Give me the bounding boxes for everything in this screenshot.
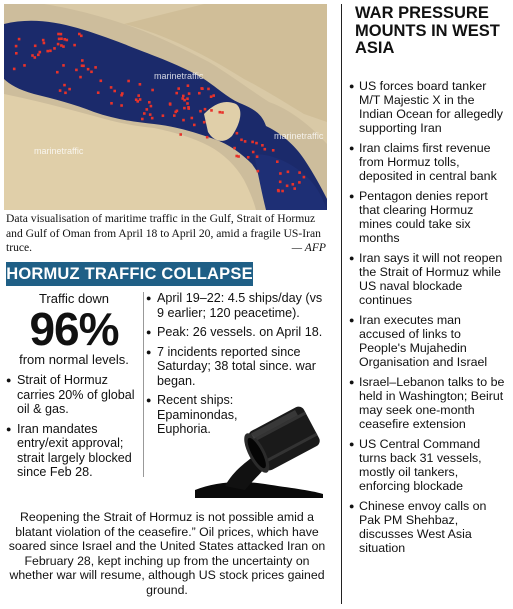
ship-marker — [261, 144, 264, 147]
ship-marker — [188, 92, 191, 95]
ship-marker — [81, 59, 84, 62]
ship-marker — [298, 181, 301, 184]
ship-marker — [97, 91, 100, 94]
ship-marker — [57, 33, 60, 36]
ship-marker — [73, 44, 76, 47]
list-item: ● US forces board tanker M/T Majestic X in the Indian Ocean for allegedly supporting Iran — [349, 79, 509, 135]
ship-marker — [298, 171, 301, 174]
ship-marker — [148, 101, 151, 104]
ship-marker — [236, 132, 239, 135]
ship-marker — [251, 141, 254, 144]
ship-marker — [219, 111, 222, 114]
ship-marker — [279, 172, 282, 175]
ship-marker — [212, 94, 215, 97]
ship-marker — [34, 45, 37, 48]
list-item: ● Iran executes man accused of links to People's Mujahedin Organisation and Israel — [349, 313, 509, 369]
ship-marker — [57, 43, 60, 46]
ship-marker — [187, 106, 190, 109]
ship-marker — [175, 92, 178, 95]
ship-marker — [68, 88, 71, 91]
ship-marker — [206, 136, 209, 139]
ship-marker — [143, 112, 146, 115]
map-watermark: marinetraffic — [34, 146, 84, 156]
ship-marker — [141, 118, 144, 121]
ship-marker — [204, 108, 207, 111]
ship-marker — [60, 37, 63, 40]
traffic-label: Traffic down — [38, 291, 110, 306]
side-bullet-list — [349, 79, 509, 555]
section-banner: HORMUZ TRAFFIC COLLAPSE — [6, 262, 253, 286]
ship-marker — [199, 110, 202, 113]
ship-marker — [281, 190, 284, 193]
ship-marker — [247, 156, 250, 159]
left-bullet-list — [6, 373, 142, 480]
ship-marker — [176, 110, 179, 113]
ship-marker — [183, 107, 186, 110]
ship-marker — [210, 109, 213, 112]
ship-marker — [15, 45, 18, 48]
ship-marker — [221, 111, 224, 114]
ship-marker — [162, 114, 165, 117]
ship-marker — [201, 87, 204, 90]
traffic-sub: from normal levels. — [19, 352, 129, 367]
maritime-traffic-map — [4, 4, 327, 210]
ship-marker — [43, 42, 46, 45]
ship-marker — [53, 47, 56, 50]
ship-marker — [173, 114, 176, 117]
ship-marker — [60, 33, 63, 36]
ship-marker — [146, 108, 149, 111]
ship-marker — [66, 39, 69, 42]
ship-marker — [191, 117, 194, 120]
ship-marker — [121, 92, 124, 95]
list-item: ● Chinese envoy calls on Pak PM Shehbaz, discusses West Asia situation — [349, 499, 509, 555]
ship-marker — [87, 68, 90, 71]
list-item: ● US Central Command turns back 31 vessels, mostly oil tankers, enforcing blockade — [349, 437, 509, 493]
ship-marker — [287, 171, 290, 174]
article-paragraph: Reopening the Strait of Hormuz is not possible amid a blatant violation of the ceasefire.” Oil prices, which have soared since Israel and the United States attacked Iran on February 28, kept inching up from the uncertainty on whether war will resume, although US stock prices gained ground. — [8, 510, 326, 597]
map-graphic — [4, 4, 327, 210]
list-item: ● Recent ships: Epaminondas, Euphoria. — [146, 393, 265, 437]
ship-marker — [303, 176, 306, 179]
ship-marker — [186, 102, 189, 105]
ship-marker — [75, 69, 78, 72]
list-item: ● April 19–22: 4.5 ships/day (vs 9 earlier; 120 peacetime). — [146, 291, 326, 320]
traffic-percent: 96% — [29, 303, 119, 355]
ship-marker — [286, 185, 289, 188]
ship-marker — [240, 139, 243, 142]
list-item: ● Israel–Lebanon talks to be held in Washington; Beirut may seek one-month ceasefire extension — [349, 375, 509, 431]
ship-marker — [110, 86, 113, 89]
ship-marker — [64, 92, 67, 95]
ship-marker — [59, 89, 62, 92]
caption-credit: — AFP — [291, 241, 326, 254]
ship-marker — [186, 97, 189, 100]
ship-marker — [182, 95, 185, 98]
ship-marker — [210, 95, 213, 98]
ship-marker — [42, 39, 45, 42]
ship-marker — [292, 183, 295, 186]
ship-marker — [272, 149, 275, 152]
list-item: ● Iran says it will not reopen the Strait of Hormuz while US naval blockade continues — [349, 251, 509, 307]
ship-marker — [139, 98, 142, 101]
ship-marker — [151, 89, 154, 92]
ship-marker — [58, 38, 61, 41]
ship-marker — [62, 45, 65, 48]
ship-marker — [90, 71, 93, 74]
ship-marker — [49, 50, 52, 53]
side-title: WAR PRESSURE MOUNTS IN WEST ASIA — [355, 4, 500, 57]
list-item: ● Strait of Hormuz carries 20% of global oil & gas. — [6, 373, 142, 417]
ship-marker — [207, 88, 210, 91]
ship-marker — [139, 83, 142, 86]
list-item: ● Iran claims first revenue from Hormuz tolls, deposited in central bank — [349, 141, 509, 183]
ship-marker — [62, 64, 65, 67]
ship-marker — [187, 84, 190, 87]
ship-marker — [255, 142, 258, 145]
ship-marker — [34, 56, 37, 59]
ship-marker — [233, 147, 236, 150]
ship-marker — [23, 64, 26, 67]
map-watermark: marinetraffic — [154, 71, 204, 81]
ship-marker — [127, 80, 130, 83]
ship-marker — [198, 92, 201, 95]
ship-marker — [169, 103, 172, 106]
ship-marker — [277, 190, 280, 193]
ship-marker — [37, 54, 40, 57]
ship-marker — [113, 90, 116, 93]
side-bullet-column — [349, 79, 509, 561]
ship-marker — [110, 102, 113, 105]
ship-marker — [39, 51, 42, 54]
ship-marker — [18, 38, 21, 41]
caption-text: Data visualisation of maritime traffic in the Gulf, Strait of Hormuz and Gulf of Oman from April 18 to April 20, amid a fragile US-Iran truce. — [6, 212, 321, 254]
ship-marker — [56, 71, 59, 74]
ship-marker — [120, 104, 123, 107]
map-watermark: marinetraffic — [274, 131, 324, 141]
ship-marker — [257, 170, 260, 173]
ship-marker — [100, 80, 103, 83]
column-divider — [143, 292, 144, 477]
map-caption — [6, 212, 326, 256]
ship-marker — [293, 187, 296, 190]
ship-marker — [252, 151, 255, 154]
ship-marker — [137, 94, 140, 97]
traffic-stats-column — [6, 291, 142, 485]
ship-marker — [13, 68, 16, 71]
ship-marker — [151, 117, 154, 120]
ship-marker — [46, 50, 49, 53]
ship-marker — [150, 105, 153, 108]
ship-marker — [179, 133, 182, 136]
vertical-rule — [341, 4, 342, 604]
ship-marker — [244, 140, 247, 143]
list-item: ● 7 incidents reported since Saturday; 38 total since. war began. — [146, 345, 326, 389]
ship-marker — [183, 99, 186, 102]
ship-marker — [279, 181, 282, 184]
ship-marker — [94, 66, 97, 69]
ship-marker — [136, 100, 139, 103]
ship-marker — [256, 155, 259, 158]
ship-marker — [63, 84, 66, 87]
ship-marker — [78, 33, 81, 36]
ship-marker — [79, 76, 82, 79]
oil-barrel-icon — [195, 398, 325, 498]
ship-marker — [182, 119, 185, 122]
ship-marker — [177, 87, 180, 90]
ship-marker — [15, 52, 18, 55]
ship-marker — [237, 155, 240, 158]
ship-marker — [203, 121, 206, 124]
ship-marker — [276, 160, 279, 163]
ship-marker — [193, 124, 196, 127]
ship-marker — [82, 65, 85, 68]
list-item: ● Peak: 26 vessels. on April 18. — [146, 325, 326, 340]
list-item: ● Iran mandates entry/exit approval; strait largely blocked since Feb 28. — [6, 422, 142, 480]
ship-marker — [149, 113, 152, 116]
ship-marker — [31, 54, 34, 57]
ship-marker — [264, 148, 267, 151]
list-item: ● Pentagon denies report that clearing Hormuz mines could take six months — [349, 189, 509, 245]
